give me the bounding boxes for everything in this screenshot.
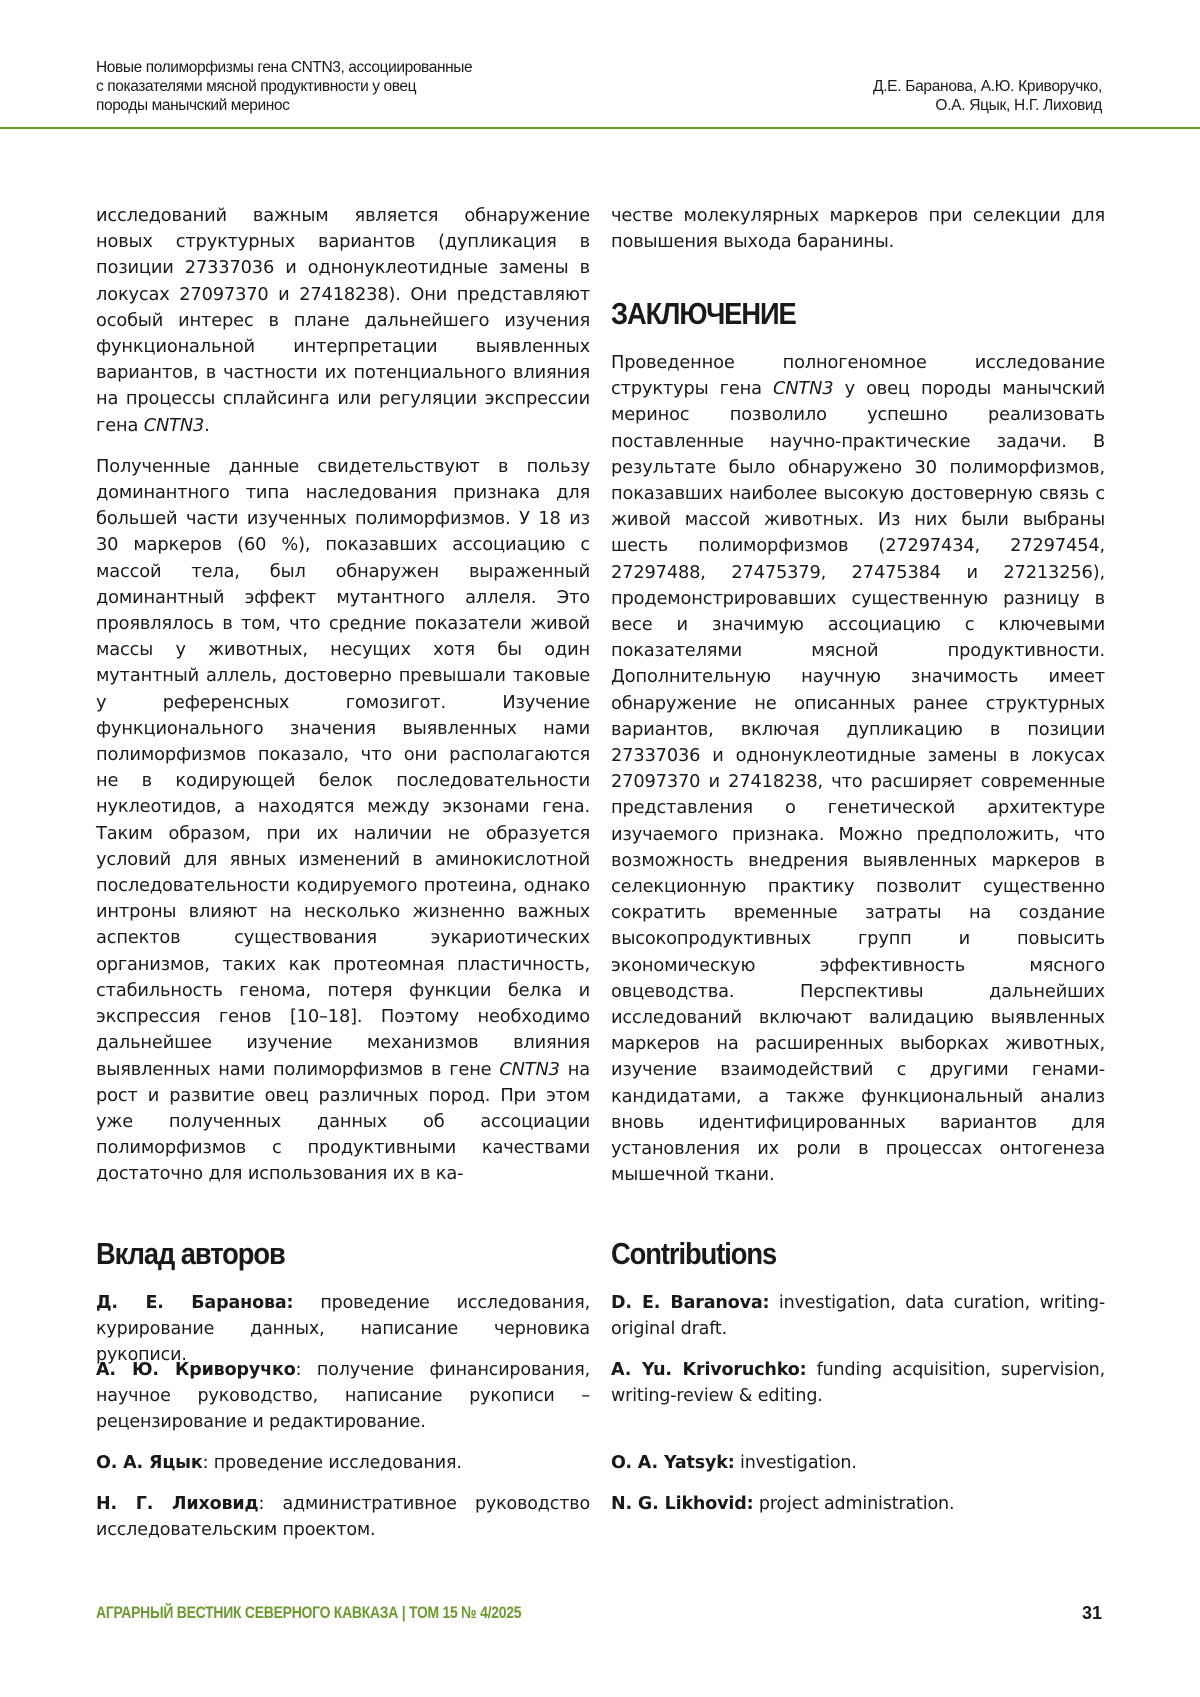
- running-title-line: Новые полиморфизмы гена CNTN3, ассоциированные: [96, 59, 473, 76]
- contributions-ru-list: [96, 1290, 590, 1550]
- gene-name: CNTN3: [143, 414, 205, 436]
- right-column: [611, 203, 1105, 270]
- page-header: [0, 0, 1200, 129]
- contribution-entry: [96, 1450, 590, 1476]
- contribution-entry: [611, 1357, 1105, 1409]
- author-name: Д. Е. Баранова:: [96, 1293, 294, 1313]
- paragraph: Полученные данные свидетельствуют в пользу доминантного типа наследования признака для большей части изученных полиморфизмов. У 18 из 30 маркеров (60 %), показавших ассоциацию с массой тела, был обнаружен выраженный доминантный эффект мутантного аллеля. Это проявлялось в том, что средние показатели живой массы у животных, несущих хотя бы один мутантный аллель, достоверно превышали таковые у референсных гомозигот. Изучение функционального значения выявленных нами полиморфизмов показало, что они располагаются не в кодирующей белок последовательности нуклеотидов, а находятся между экзонами гена. Таким образом, при их наличии не образуется условий для явных изменений в аминокислотной последовательности кодируемого протеина, однако интроны влияют на несколько жизненно важных аспектов существования эукариотических организмов, таких как протеомная пластичность, стабильность генома, потеря функции белка и экспрессия генов [10–18]. Поэтому необходимо дальнейшее изучение механизмов влияния выявленных нами полиморфизмов в гене CNTN3 на рост и развитие овец различных пород. При этом уже полученных данных об ассоциации полиморфизмов с продуктивными качествами достаточно для использования их в ка-: [96, 455, 590, 1185]
- contribution-entry: [96, 1357, 590, 1436]
- author-name: О. А. Яцык: [96, 1453, 203, 1473]
- author-name: O. A. Yatsyk:: [611, 1453, 735, 1473]
- running-title-line: с показателями мясной продуктивности у овец: [96, 78, 417, 95]
- author-role: funding acquisition, supervision, writing-review & editing.: [611, 1360, 1105, 1407]
- conclusion-heading: ЗАКЛЮЧЕНИЕ: [611, 296, 796, 331]
- author-role: проведение исследования, курирование данных, написание черновика рукописи.: [96, 1293, 590, 1366]
- page-number: 31: [1081, 1603, 1102, 1623]
- running-authors: [682, 77, 1102, 115]
- contribution-entry: [611, 1290, 1105, 1342]
- running-authors-line: Д.Е. Баранова, А.Ю. Криворучко,: [872, 78, 1102, 95]
- author-name: D. E. Baranova:: [611, 1293, 770, 1313]
- gene-name: CNTN3: [499, 1058, 560, 1080]
- contributions-ru-heading: Вклад авторов: [96, 1236, 285, 1271]
- contributions-en-heading: Contributions: [611, 1236, 777, 1271]
- paragraph: честве молекулярных маркеров при селекции для повышения выхода баранины.: [611, 205, 1105, 253]
- author-name: Н. Г. Лиховид: [96, 1494, 259, 1514]
- running-title-line: породы манычский меринос: [96, 97, 290, 114]
- running-authors-line: О.А. Яцык, Н.Г. Лиховид: [935, 97, 1102, 114]
- author-role: project administration.: [753, 1494, 955, 1514]
- contributions-en-list: [611, 1290, 1105, 1550]
- contribution-entry: [96, 1491, 590, 1543]
- conclusion-body: [611, 350, 1105, 1204]
- author-role: investigation, data curation, writing-original draft.: [611, 1293, 1105, 1340]
- author-name: A. Yu. Krivoruchko:: [611, 1360, 807, 1380]
- author-role: : административное руководство исследовательским проектом.: [96, 1494, 590, 1541]
- contribution-entry: [611, 1450, 1105, 1476]
- paragraph: Проведенное полногеномное исследование структуры гена CNTN3 у овец породы манычский меринос позволило успешно реализовать поставленные научно-практические задачи. В результате было обнаружено 30 полиморфизмов, показавших наиболее высокую достоверную связь с живой массой животных. Из них были выбраны шесть полиморфизмов (27297434, 27297454, 27297488, 27475379, 27475384 и 27213256), продемонстрировавших существенную разницу в весе и значимую ассоциацию с ключевыми показателями мясной продуктивности. Дополнительную научную значимость имеет обнаружение не описанных ранее структурных вариантов, включая дупликацию в позиции 27337036 и однонуклеотидные замены в локусах 27097370 и 27418238, что расширяет современные представления о генетической архитектуре изучаемого признака. Можно предположить, что возможность внедрения выявленных маркеров в селекционную практику позволит существенно сократить временные затраты на создание высокопродуктивных групп и повысить экономическую эффективность мясного овцеводства. Перспективы дальнейших исследований включают валидацию выявленных маркеров на расширенных выборках животных, изучение взаимодействий с другими генами-кандидатами, а также функциональный анализ вновь идентифицированных вариантов для установления их роли в процессах онтогенеза мышечной ткани.: [611, 352, 1105, 1186]
- gene-name: CNTN3: [773, 378, 834, 400]
- author-role: investigation.: [734, 1453, 857, 1473]
- author-name: А. Ю. Криворучко: [96, 1360, 296, 1380]
- author-role: : получение финансирования, научное руководство, написание рукописи – рецензирование и редактирование.: [96, 1360, 590, 1433]
- paragraph: исследований важным является обнаружение новых структурных вариантов (дупликация в позиции 27337036 и однонуклеотидные замены в локусах 27097370 и 27418238). Они представляют особый интерес в плане дальнейшего изучения функциональной интерпретации выявленных вариантов, в частности их потенциального влияния на процессы сплайсинга или регуляции экспрессии гена CNTN3.: [96, 205, 590, 436]
- contribution-entry: [611, 1491, 1105, 1517]
- author-name: N. G. Likhovid:: [611, 1494, 754, 1514]
- journal-footer: АГРАРНЫЙ ВЕСТНИК СЕВЕРНОГО КАВКАЗА | ТОМ 15 № 4/2025: [96, 1603, 522, 1622]
- author-role: : проведение исследования.: [202, 1453, 462, 1473]
- left-column: [96, 203, 590, 1203]
- running-title: [96, 58, 536, 115]
